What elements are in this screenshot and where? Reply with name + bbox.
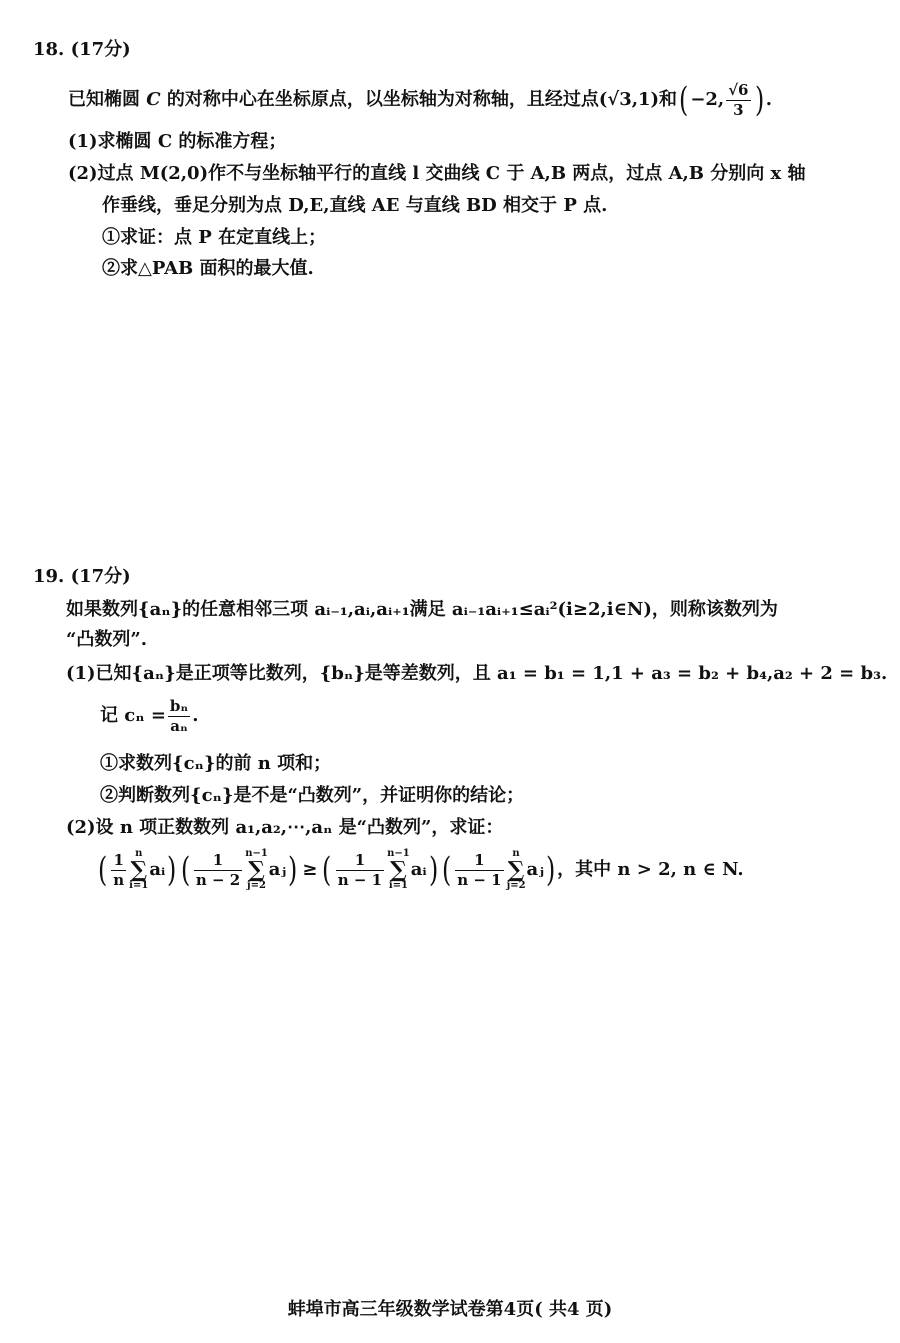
ineq-sum-3 [387, 849, 410, 891]
ineq-sum-4-bottom: j=2 [506, 880, 526, 891]
ineq-sum-1-symbol: ∑ [130, 857, 148, 883]
ineq-paren-4-close: ) [545, 850, 556, 890]
ineq-frac-2-num: 1 [194, 853, 242, 871]
q18-stem-part-g: . [765, 89, 773, 110]
ineq-frac-4 [455, 850, 503, 889]
q18-stem-part-e: ,1)和 [631, 89, 678, 110]
q18-part1: (1)求椭圆 C 的标准方程； [68, 131, 287, 152]
ineq-sum-3-term: aᵢ [410, 859, 427, 880]
ineq-sum-2-term: aⱼ [268, 859, 287, 880]
q18-stem-part-c: 的对称中心在坐标原点，以坐标轴为对称轴，且经过点( [160, 89, 608, 110]
ineq-frac-1-num: 1 [111, 853, 126, 871]
q19-part1-ii: ②判断数列{cₙ}是不是“凸数列”，并证明你的结论； [100, 785, 525, 806]
q18-stem-part-f: −2, [690, 89, 725, 110]
ineq-sum-3-bottom: i=1 [388, 880, 408, 891]
ineq-tail: ，其中 n > 2, n ∈ N. [557, 859, 744, 880]
ineq-frac-3 [336, 850, 384, 889]
ineq-sum-1 [129, 849, 148, 891]
q18-header: 18. (17分) [33, 39, 131, 60]
ineq-frac-1 [111, 850, 126, 889]
ineq-paren-4-open: ( [441, 850, 452, 890]
q18-right-paren: ) [754, 80, 764, 120]
ineq-frac-3-den: n − 1 [337, 870, 383, 889]
ineq-frac-2 [194, 850, 242, 889]
ineq-paren-1-close: ) [167, 850, 177, 890]
q19-part1-line2 [100, 694, 198, 738]
ineq-frac-1-den: n [113, 870, 125, 889]
q19-part1-i: ①求数列{cₙ}的前 n 项和； [100, 753, 332, 774]
q18-frac-den: 3 [733, 100, 744, 119]
q19-inequality [96, 840, 744, 900]
q19-cn-period: . [192, 705, 199, 726]
q19-definition-line2: “凸数列”. [66, 629, 147, 650]
q18-part2-line1: (2)过点 M(2,0)作不与坐标轴平行的直线 l 交曲线 C 于 A,B 两点，过点 A,B 分别向 x 轴 [68, 163, 806, 184]
ineq-sum-4-term: aⱼ [526, 859, 544, 880]
ineq-paren-1-open: ( [97, 850, 108, 890]
q19-header: 19. (17分) [33, 566, 131, 587]
q19-part2-line1: (2)设 n 项正数数列 a₁,a₂,⋯,aₙ 是“凸数列”，求证： [66, 817, 504, 838]
q19-definition-line1: 如果数列{aₙ}的任意相邻三项 aᵢ₋₁,aᵢ,aᵢ₊₁满足 aᵢ₋₁aᵢ₊₁≤aᵢ²(i≥2,i∈N)，则称该数列为 [66, 599, 778, 620]
ineq-sum-1-bottom: i=1 [129, 880, 149, 891]
q18-part2-ii: ②求△PAB 面积的最大值. [102, 258, 314, 279]
ineq-frac-3-num: 1 [336, 853, 384, 871]
ineq-frac-4-den: n − 1 [457, 870, 502, 889]
q18-left-paren: ( [679, 80, 689, 120]
q19-part1-line1: (1)已知{aₙ}是正项等比数列，{bₙ}是等差数列，且 a₁ = b₁ = 1,1 + a₃ = b₂ + b₄,a₂ + 2 = b₃. [66, 663, 888, 684]
q18-stem-part-a: 已知椭圆 [68, 89, 147, 110]
q18-part2-i: ①求证：点 P 在定直线上； [102, 227, 327, 248]
q19-cn-frac-num: bₙ [169, 696, 189, 715]
ineq-paren-2-open: ( [180, 850, 190, 890]
ineq-paren-3-close: ) [428, 850, 438, 890]
ineq-sum-4-symbol: ∑ [507, 857, 525, 883]
q18-stem [68, 80, 772, 120]
ineq-sum-2-top: n−1 [245, 848, 268, 859]
ineq-sum-1-term: aᵢ [149, 859, 166, 880]
q18-stem-sqrt3: √3 [607, 89, 632, 110]
ineq-paren-3-open: ( [322, 850, 332, 890]
ineq-paren-2-close: ) [288, 850, 298, 890]
ineq-sum-3-top: n−1 [387, 848, 410, 859]
q18-stem-var-c: C [146, 89, 161, 110]
ineq-sum-3-symbol: ∑ [390, 857, 407, 883]
ineq-sum-1-top: n [135, 848, 143, 859]
q18-point-fraction [726, 80, 750, 119]
ineq-sum-2-bottom: j=2 [247, 880, 266, 891]
q19-cn-frac-den: aₙ [170, 716, 188, 735]
ineq-sum-4 [507, 849, 526, 891]
ineq-sum-2-symbol: ∑ [248, 857, 265, 883]
ineq-frac-2-den: n − 2 [195, 870, 241, 889]
q18-frac-num: √6 [728, 80, 749, 99]
q18-part2-line2: 作垂线，垂足分别为点 D,E,直线 AE 与直线 BD 相交于 P 点. [102, 195, 608, 216]
ineq-relation: ≥ [302, 859, 318, 880]
ineq-frac-4-num: 1 [455, 853, 503, 871]
ineq-sum-2 [245, 849, 268, 891]
q19-cn-def: 记 cₙ = [100, 705, 166, 726]
q19-cn-fraction [168, 696, 190, 735]
page-footer: 蚌埠市高三年级数学试卷第4页( 共4 页) [287, 1299, 613, 1320]
ineq-sum-4-top: n [512, 848, 520, 859]
